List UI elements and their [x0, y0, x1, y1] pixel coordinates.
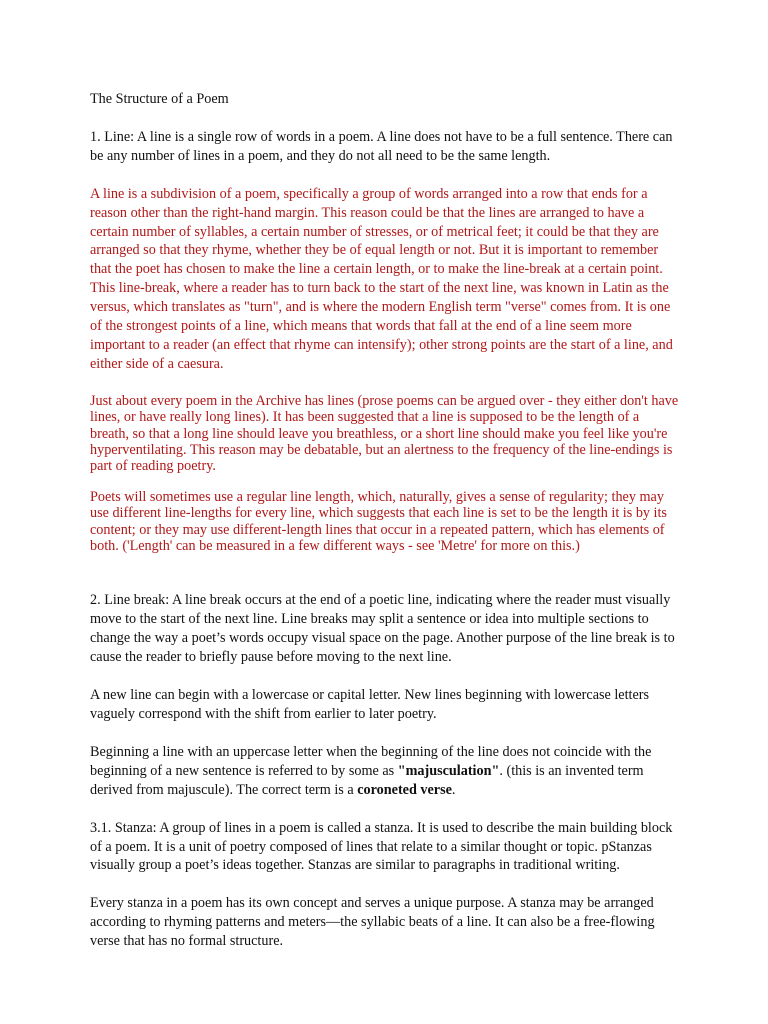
line-breath-paragraph: Just about every poem in the Archive has lines (prose poems can be argued over - they either don't have lines, or have really long lines). It has been suggested that a line is supposed to be the length of a breath, so that a long line should leave you breathless, or a short line should make you feel like you're hyperventilating. This reason may be debatable, but an alertness to the frequency of the line-endings is part of reading poetry.: [90, 392, 679, 475]
stanza-paragraph: 3.1. Stanza: A group of lines in a poem is called a stanza. It is used to describe the main building block of a poem. It is a unit of poetry composed of lines that relate to a similar thought or topic. pStanzas visually group a poet’s ideas together. Stanzas are similar to paragraphs in traditional writing.: [90, 819, 673, 874]
majusculation-text-a: Beginning a line with an uppercase letter when the beginning of the line does not coincide with the beginning of a new sentence is referred to by some as: [90, 743, 652, 779]
new-line-paragraph: A new line can begin with a lowercase or capital letter. New lines beginning with lowercase letters vaguely correspond with the shift from earlier to later poetry.: [90, 687, 650, 722]
majusculation-paragraph: [90, 743, 680, 800]
document-page: [90, 90, 680, 951]
line-explanation-paragraph: A line is a subdivision of a poem, specifically a group of words arranged into a row that ends for a reason other than the right-hand margin. This reason could be that the lines are arranged to have a certain number of syllables, a certain number of stresses, or of metrical feet; it could be that they are arranged so that they rhyme, whether they be of equal length or not. But it is important to remember that the poet has chosen to make the line a certain length, or to make the line-break at a certain point. This line-break, where a reader has to turn back to the start of the next line, was known in Latin as the versus, which translates as "turn", and is where the modern English term "verse" comes from. It is one of the strongest points of a line, which means that words that fall at the end of a line seem more important to a reader (an effect that rhyme can intensify); other strong points are the start of a line, and either side of a caesura.: [90, 185, 673, 372]
coroneted-verse-term: coroneted verse: [357, 781, 452, 798]
majusculation-text-c: .: [451, 781, 456, 798]
majusculation-term: "majusculation": [397, 762, 500, 779]
line-break-paragraph: 2. Line break: A line break occurs at the end of a poetic line, indicating where the reader must visually move to the start of the next line. Line breaks may split a sentence or idea into multiple sections to change the way a poet’s words occupy visual space on the page. Another purpose of the line break is to cause the reader to briefly pause before moving to the next line.: [90, 592, 675, 666]
stanza-purpose-paragraph: Every stanza in a poem has its own concept and serves a unique purpose. A stanza may be arranged according to rhyming patterns and meters—the syllabic beats of a line. It can also be a free-flowing verse that has no formal structure.: [90, 895, 655, 950]
page-title: The Structure of a Poem: [90, 91, 229, 107]
line-length-paragraph: Poets will sometimes use a regular line length, which, naturally, gives a sense of regularity; they may use different line-lengths for every line, which suggests that each line is set to be the length it is by its content; or they may use different-length lines that occur in a repeated pattern, which has elements of both. ('Length' can be measured in a few different ways - see 'Metre' for more on this.): [90, 488, 667, 555]
line-definition-paragraph: 1. Line: A line is a single row of words in a poem. A line does not have to be a full sentence. There can be any number of lines in a poem, and they do not all need to be the same length.: [90, 128, 673, 164]
majusculation-text-b: . (this is an invented term derived from majuscule). The correct term is a: [90, 762, 644, 798]
